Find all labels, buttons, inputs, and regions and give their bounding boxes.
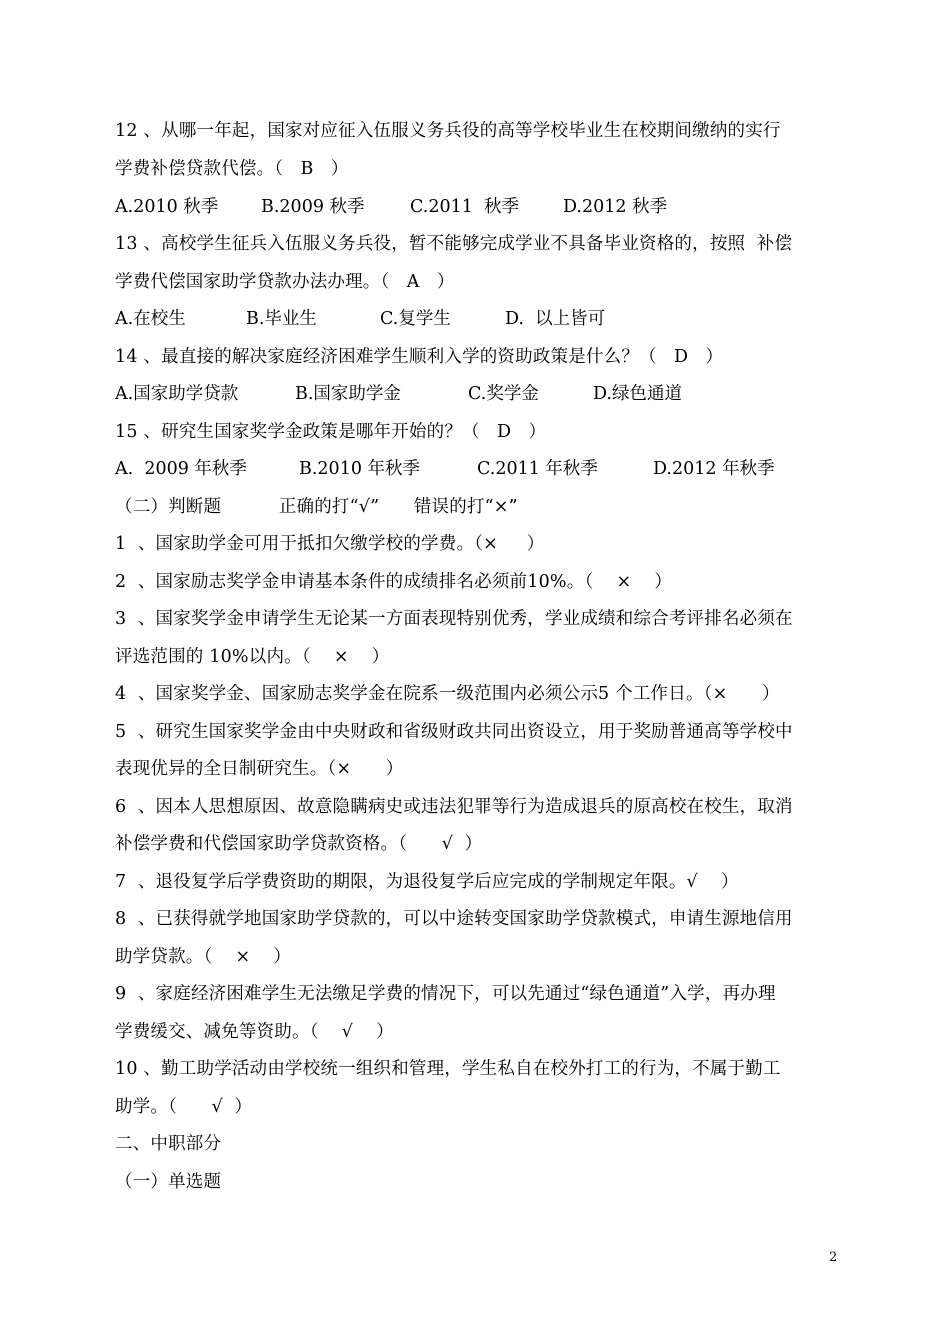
option-c: C.复学生	[380, 309, 451, 329]
option-a: A.国家助学贷款	[115, 384, 239, 404]
page-number: 2	[829, 1250, 838, 1265]
judge-item-10-line-1: 10 、勤工助学活动由学校统一组织和管理，学生私自在校外打工的行为，不属于勤工	[115, 1059, 781, 1079]
option-b: B.国家助学金	[295, 384, 401, 404]
judge-item-5-line-2: 表现优异的全日制研究生。（× ）	[115, 759, 404, 779]
question-13-line-1: 13 、高校学生征兵入伍服义务兵役，暂不能够完成学业不具备毕业资格的，按照 补偿	[115, 234, 793, 254]
option-c: C.2011 年秋季	[477, 459, 598, 479]
option-d: D.绿色通道	[593, 384, 682, 404]
option-c: C.2011 秋季	[410, 197, 519, 217]
question-15-line-1: 15 、研究生国家奖学金政策是哪年开始的？（ D ）	[115, 422, 547, 442]
judge-item-7: 7 、退役复学后学费资助的期限，为退役复学后应完成的学制规定年限。√ ）	[115, 872, 739, 892]
judge-item-1: 1 、国家助学金可用于抵扣欠缴学校的学费。（× ）	[115, 534, 545, 554]
option-b: B.2009 秋季	[261, 197, 365, 217]
judge-section-header: （二）判断题 正确的打“√” 错误的打“×”	[115, 497, 518, 517]
option-d: D. 以上皆可	[505, 309, 606, 329]
option-d: D.2012 秋季	[563, 197, 668, 217]
judge-item-10-line-2: 助学。（ √ ）	[115, 1097, 253, 1117]
option-a: A. 2009 年秋季	[115, 459, 247, 479]
judge-item-5-line-1: 5 、研究生国家奖学金由中央财政和省级财政共同出资设立，用于奖励普通高等学校中	[115, 722, 793, 742]
question-12-line-2: 学费补偿贷款代偿。（ B ）	[115, 159, 349, 179]
judge-item-6-line-2: 补偿学费和代偿国家助学贷款资格。（ √ ）	[115, 834, 483, 854]
judge-item-4: 4 、国家奖学金、国家励志奖学金在院系一级范围内必须公示5 个工作日。（× ）	[115, 684, 780, 704]
option-a: A.2010 秋季	[115, 197, 219, 217]
option-b: B.2010 年秋季	[299, 459, 421, 479]
question-14-line-1: 14 、最直接的解决家庭经济困难学生顺利入学的资助政策是什么？（ D ）	[115, 347, 724, 367]
section-2-title: 二、中职部分	[115, 1134, 222, 1154]
judge-item-3-line-2: 评选范围的 10%以内。（ × ）	[115, 647, 390, 667]
option-d: D.2012 年秋季	[653, 459, 775, 479]
option-b: B.毕业生	[246, 309, 317, 329]
section-2-subtitle: （一）单选题	[115, 1172, 222, 1192]
judge-item-3-line-1: 3 、国家奖学金申请学生无论某一方面表现特别优秀，学业成绩和综合考评排名必须在	[115, 609, 793, 629]
judge-item-9-line-2: 学费缓交、减免等资助。（ √ ）	[115, 1022, 394, 1042]
judge-item-2: 2 、国家励志奖学金申请基本条件的成绩排名必须前10%。（ × ）	[115, 572, 673, 592]
question-13-line-2: 学费代偿国家助学贷款办法办理。（ A ）	[115, 272, 455, 292]
option-a: A.在校生	[115, 309, 186, 329]
judge-item-6-line-1: 6 、因本人思想原因、故意隐瞒病史或违法犯罪等行为造成退兵的原高校在校生，取消	[115, 797, 793, 817]
judge-item-8-line-2: 助学贷款。（ × ）	[115, 947, 292, 967]
judge-item-9-line-1: 9 、家庭经济困难学生无法缴足学费的情况下，可以先通过“绿色通道”入学，再办理	[115, 984, 776, 1004]
option-c: C.奖学金	[468, 384, 539, 404]
question-12-line-1: 12 、从哪一年起，国家对应征入伍服义务兵役的高等学校毕业生在校期间缴纳的实行	[115, 121, 781, 141]
judge-item-8-line-1: 8 、已获得就学地国家助学贷款的，可以中途转变国家助学贷款模式，申请生源地信用	[115, 909, 793, 929]
